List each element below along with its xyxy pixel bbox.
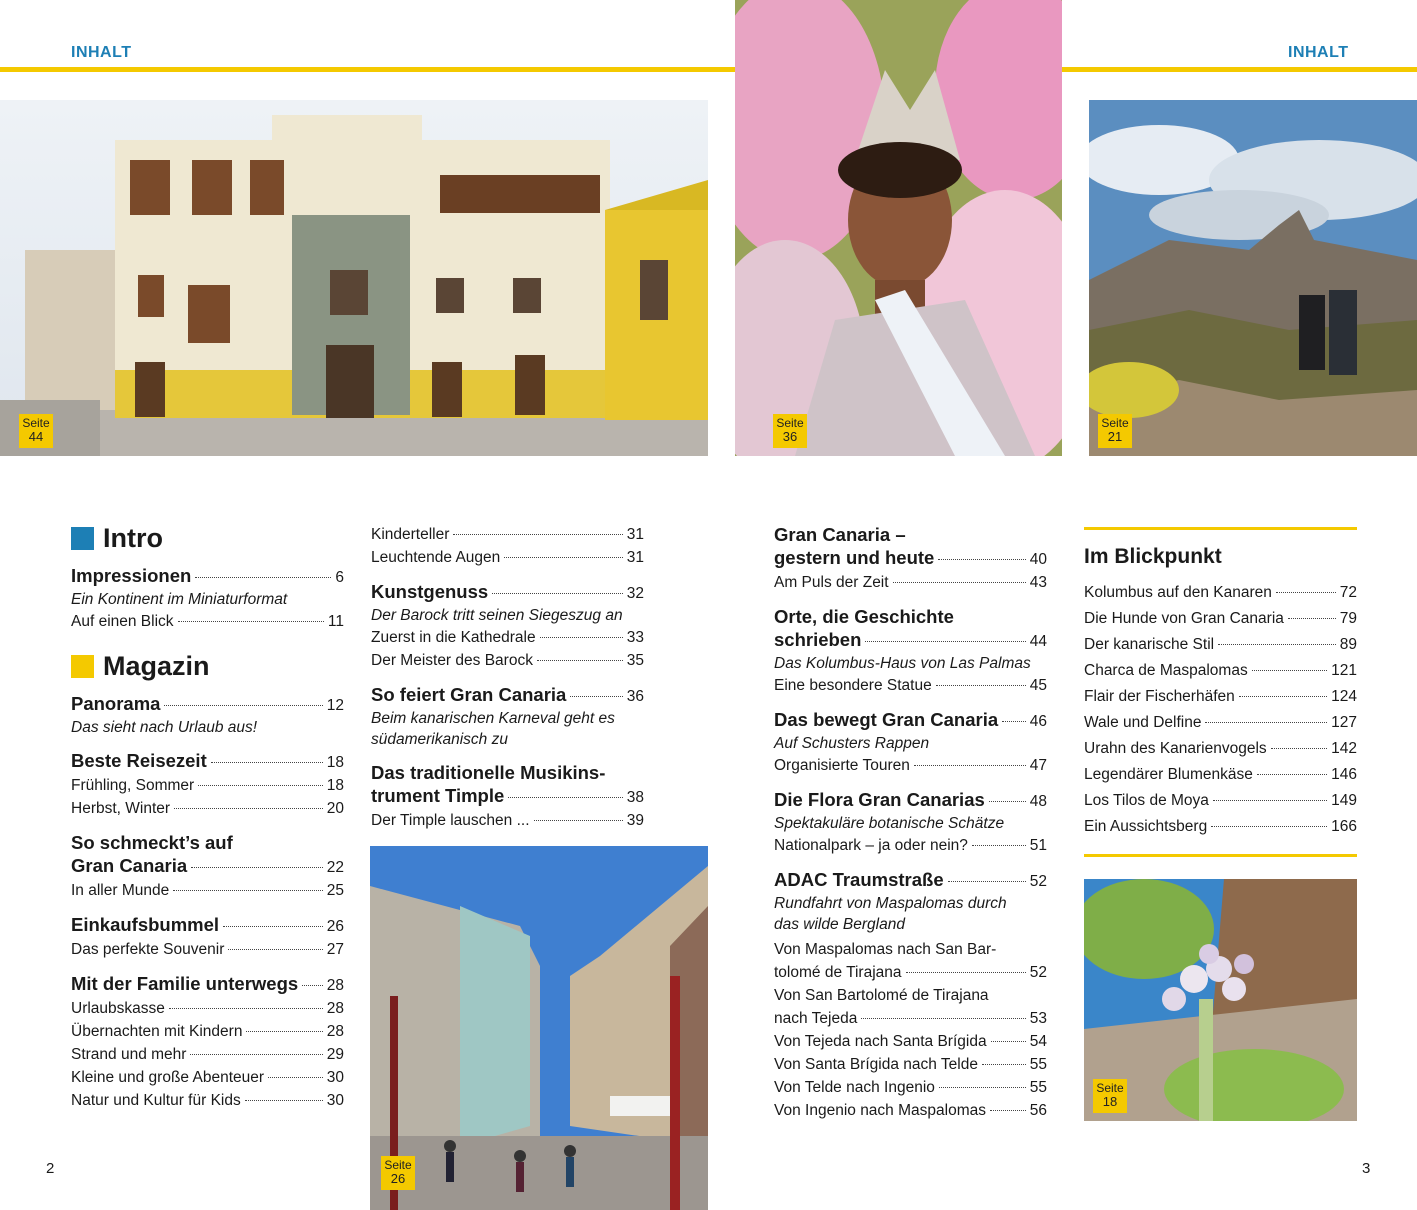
toc-entry[interactable]: In aller Munde 25 <box>71 882 344 899</box>
toc-column-2 <box>371 523 644 843</box>
toc-entry-title[interactable]: So schmeckt’s auf <box>71 832 233 853</box>
toc-subtitle: Ein Kontinent im Miniaturformat <box>71 591 288 608</box>
toc-entry-panorama[interactable]: Panorama 12 <box>71 693 344 714</box>
page-number-right: 3 <box>1362 1160 1371 1177</box>
blickpunkt-rule-top <box>1084 527 1357 530</box>
shopping-street-photo <box>370 846 708 1210</box>
toc-entry[interactable]: Kinderteller 31 <box>371 526 644 543</box>
toc-entry[interactable]: Zuerst in die Kathedrale 33 <box>371 629 644 646</box>
toc-subtitle: Das Kolumbus-Haus von Las Palmas <box>774 655 1031 672</box>
page-badge-26[interactable]: Seite 26 <box>381 1156 415 1190</box>
toc-entry-feiert[interactable]: So feiert Gran Canaria 36 <box>371 684 644 705</box>
toc-entry-adac[interactable]: ADAC Traumstraße 52 <box>774 869 1047 890</box>
toc-entry-orte[interactable]: schrieben 44 <box>774 629 1047 650</box>
toc-subtitle: Rundfahrt von Maspalomas durch <box>774 895 1007 912</box>
carnival-queen-photo <box>735 0 1062 456</box>
toc-entry[interactable]: Flair der Fischerhäfen 124 <box>1084 688 1357 705</box>
toc-entry[interactable]: nach Tejeda 53 <box>774 1010 1047 1027</box>
toc-entry-kunst[interactable]: Kunstgenuss 32 <box>371 581 644 602</box>
toc-subtitle: Auf Schusters Rappen <box>774 735 930 752</box>
toc-entry[interactable]: Frühling, Sommer 18 <box>71 777 344 794</box>
toc-subtitle: südamerikanisch zu <box>371 731 508 748</box>
toc-entry-gestern[interactable]: gestern und heute 40 <box>774 547 1047 568</box>
toc-subtitle: das wilde Bergland <box>774 916 905 933</box>
toc-entry[interactable]: Am Puls der Zeit 43 <box>774 574 1047 591</box>
toc-entry[interactable]: Natur und Kultur für Kids 30 <box>71 1092 344 1109</box>
blickpunkt-rule-bottom <box>1084 854 1357 857</box>
page-header-right: INHALT <box>1288 44 1349 61</box>
toc-entry[interactable]: Übernachten mit Kindern 28 <box>71 1023 344 1040</box>
header-rule-left <box>0 67 735 72</box>
toc-column-3 <box>774 523 1047 1133</box>
toc-entry-title[interactable]: Gran Canaria – <box>774 524 906 545</box>
toc-entry[interactable]: Organisierte Touren 47 <box>774 757 1047 774</box>
intro-square-icon <box>71 527 94 550</box>
toc-entry-schmeckt[interactable]: Gran Canaria 22 <box>71 855 344 876</box>
section-blickpunkt: Im Blickpunkt <box>1084 545 1222 568</box>
toc-entry[interactable]: Der Meister des Barock 35 <box>371 652 644 669</box>
toc-subtitle: Das sieht nach Urlaub aus! <box>71 719 258 736</box>
toc-entry[interactable]: Der kanarische Stil 89 <box>1084 636 1357 653</box>
header-rule-right <box>1062 67 1417 72</box>
toc-entry[interactable]: Von Telde nach Ingenio 55 <box>774 1079 1047 1096</box>
toc-entry[interactable]: Von Santa Brígida nach Telde 55 <box>774 1056 1047 1073</box>
toc-entry-bewegt[interactable]: Das bewegt Gran Canaria 46 <box>774 709 1047 730</box>
section-intro: Intro <box>71 523 344 554</box>
toc-entry[interactable]: Herbst, Winter 20 <box>71 800 344 817</box>
toc-entry[interactable]: tolomé de Tirajana 52 <box>774 964 1047 981</box>
toc-entry-timple[interactable]: trument Timple 38 <box>371 785 644 806</box>
toc-entry[interactable]: Los Tilos de Moya 149 <box>1084 792 1357 809</box>
toc-entry[interactable]: Urahn des Kanarienvogels 142 <box>1084 740 1357 757</box>
toc-entry-flora[interactable]: Die Flora Gran Canarias 48 <box>774 789 1047 810</box>
toc-entry[interactable]: Kolumbus auf den Kanaren 72 <box>1084 584 1357 601</box>
toc-entry-title[interactable]: Orte, die Geschichte <box>774 606 954 627</box>
page-badge-18[interactable]: Seite 18 <box>1093 1079 1127 1113</box>
toc-entry-title[interactable]: Das traditionelle Musikins- <box>371 762 606 783</box>
magazin-square-icon <box>71 655 94 678</box>
toc-entry[interactable]: Die Hunde von Gran Canaria 79 <box>1084 610 1357 627</box>
toc-entry-line[interactable]: Von Maspalomas nach San Bar- <box>774 941 997 958</box>
page-badge-44[interactable]: Seite 44 <box>19 414 53 448</box>
toc-entry[interactable]: Der Timple lauschen ... 39 <box>371 812 644 829</box>
toc-entry[interactable]: Charca de Maspalomas 121 <box>1084 662 1357 679</box>
toc-entry[interactable]: Leuchtende Augen 31 <box>371 549 644 566</box>
mountain-hikers-photo <box>1089 100 1417 456</box>
toc-entry[interactable]: Kleine und große Abenteuer 30 <box>71 1069 344 1086</box>
toc-entry[interactable]: Von Tejeda nach Santa Brígida 54 <box>774 1033 1047 1050</box>
toc-entry[interactable]: Urlaubskasse 28 <box>71 1000 344 1017</box>
toc-entry-impressionen[interactable]: Impressionen 6 <box>71 565 344 586</box>
toc-entry[interactable]: Wale und Delfine 127 <box>1084 714 1357 731</box>
toc-entry[interactable]: Legendärer Blumenkäse 146 <box>1084 766 1357 783</box>
toc-column-1 <box>71 523 344 1123</box>
page-badge-21[interactable]: Seite 21 <box>1098 414 1132 448</box>
toc-entry-einkauf[interactable]: Einkaufsbummel 26 <box>71 914 344 935</box>
toc-entry[interactable]: Strand und mehr 29 <box>71 1046 344 1063</box>
page-number-left: 2 <box>46 1160 55 1177</box>
colonial-house-photo <box>0 100 708 456</box>
page-header-left: INHALT <box>71 44 132 61</box>
toc-entry[interactable]: Ein Aussichtsberg 166 <box>1084 818 1357 835</box>
toc-subtitle: Der Barock tritt seinen Siegeszug an <box>371 607 623 624</box>
toc-entry-blick[interactable]: Auf einen Blick 11 <box>71 613 344 630</box>
toc-subtitle: Beim kanarischen Karneval geht es <box>371 710 615 727</box>
section-magazin: Magazin <box>71 651 344 682</box>
toc-entry-line[interactable]: Von San Bartolomé de Tirajana <box>774 987 989 1004</box>
toc-subtitle: Spektakuläre botanische Schätze <box>774 815 1005 832</box>
toc-column-4 <box>1084 527 1357 857</box>
flower-photo <box>1084 879 1357 1121</box>
toc-entry-familie[interactable]: Mit der Familie unterwegs 28 <box>71 973 344 994</box>
toc-entry[interactable]: Eine besondere Statue 45 <box>774 677 1047 694</box>
toc-entry[interactable]: Von Ingenio nach Maspalomas 56 <box>774 1102 1047 1119</box>
page-badge-36[interactable]: Seite 36 <box>773 414 807 448</box>
toc-entry[interactable]: Das perfekte Souvenir 27 <box>71 941 344 958</box>
toc-entry[interactable]: Nationalpark – ja oder nein? 51 <box>774 837 1047 854</box>
toc-entry-reisezeit[interactable]: Beste Reisezeit 18 <box>71 750 344 771</box>
